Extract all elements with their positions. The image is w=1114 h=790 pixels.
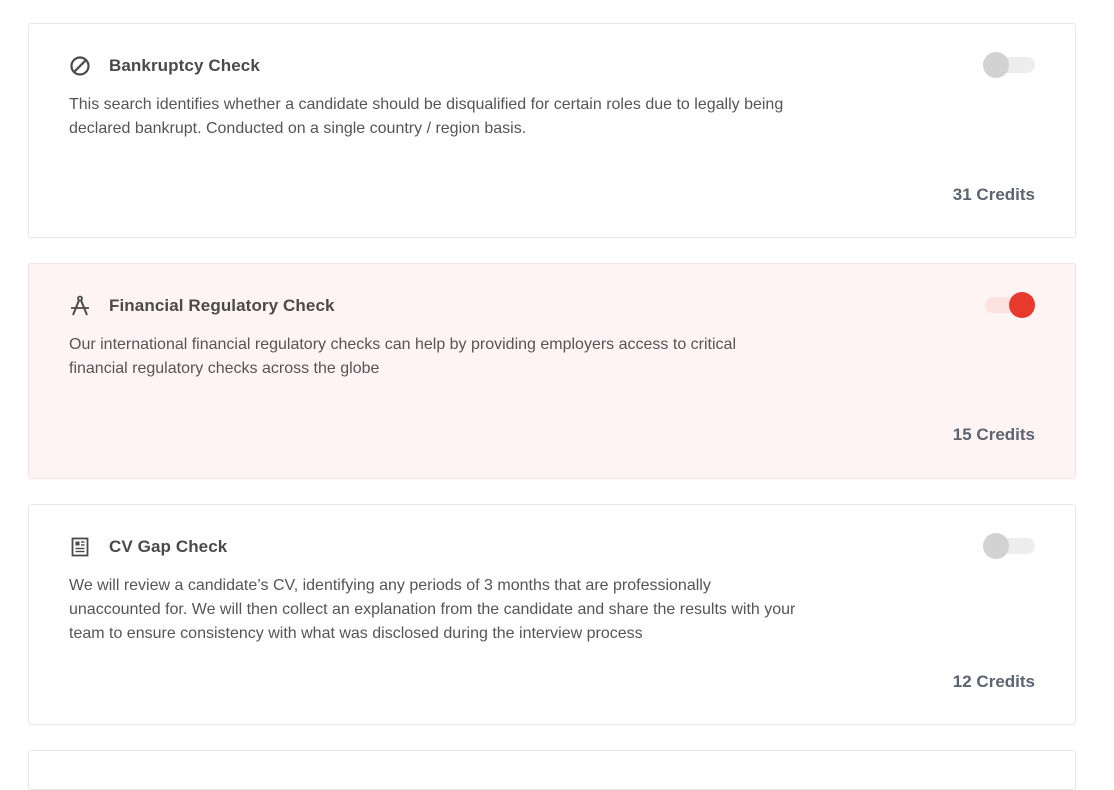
compass-icon: [69, 295, 91, 317]
check-description: This search identifies whether a candidate should be disqualified for certain roles due to legally being declared bankrupt. Conducted on a single country / region basis.: [69, 96, 784, 137]
check-card-next[interactable]: [28, 750, 1076, 790]
ban-icon: [69, 55, 91, 77]
card-header: [69, 294, 335, 318]
check-description: We will review a candidate’s CV, identifying any periods of 3 months that are professionally unaccounted for. We will then collect an explanation from the candidate and share the results with your team to ensure consistency with what was disclosed during the interview process: [69, 577, 796, 642]
check-card-bankruptcy[interactable]: [28, 23, 1076, 238]
card-header: [69, 535, 227, 559]
toggle-knob: [983, 533, 1009, 559]
check-title: CV Gap Check: [109, 537, 228, 556]
check-title: Financial Regulatory Check: [109, 296, 335, 315]
financial-regulatory-toggle[interactable]: [983, 292, 1035, 318]
toggle-knob: [1009, 292, 1035, 318]
toggle-knob: [983, 52, 1009, 78]
cv-gap-toggle[interactable]: [983, 533, 1035, 559]
card-header: [69, 54, 260, 78]
check-card-cv-gap[interactable]: [28, 504, 1076, 725]
check-credits: 31 Credits: [952, 185, 1035, 204]
check-card-financial-regulatory[interactable]: [28, 263, 1076, 479]
check-credits: 15 Credits: [952, 425, 1035, 444]
bankruptcy-toggle[interactable]: [983, 52, 1035, 78]
check-description: Our international financial regulatory checks can help by providing employers access to critical financial regulatory checks across the globe: [69, 336, 736, 377]
document-icon: [69, 536, 91, 558]
check-title: Bankruptcy Check: [109, 56, 260, 75]
check-credits: 12 Credits: [952, 672, 1035, 691]
